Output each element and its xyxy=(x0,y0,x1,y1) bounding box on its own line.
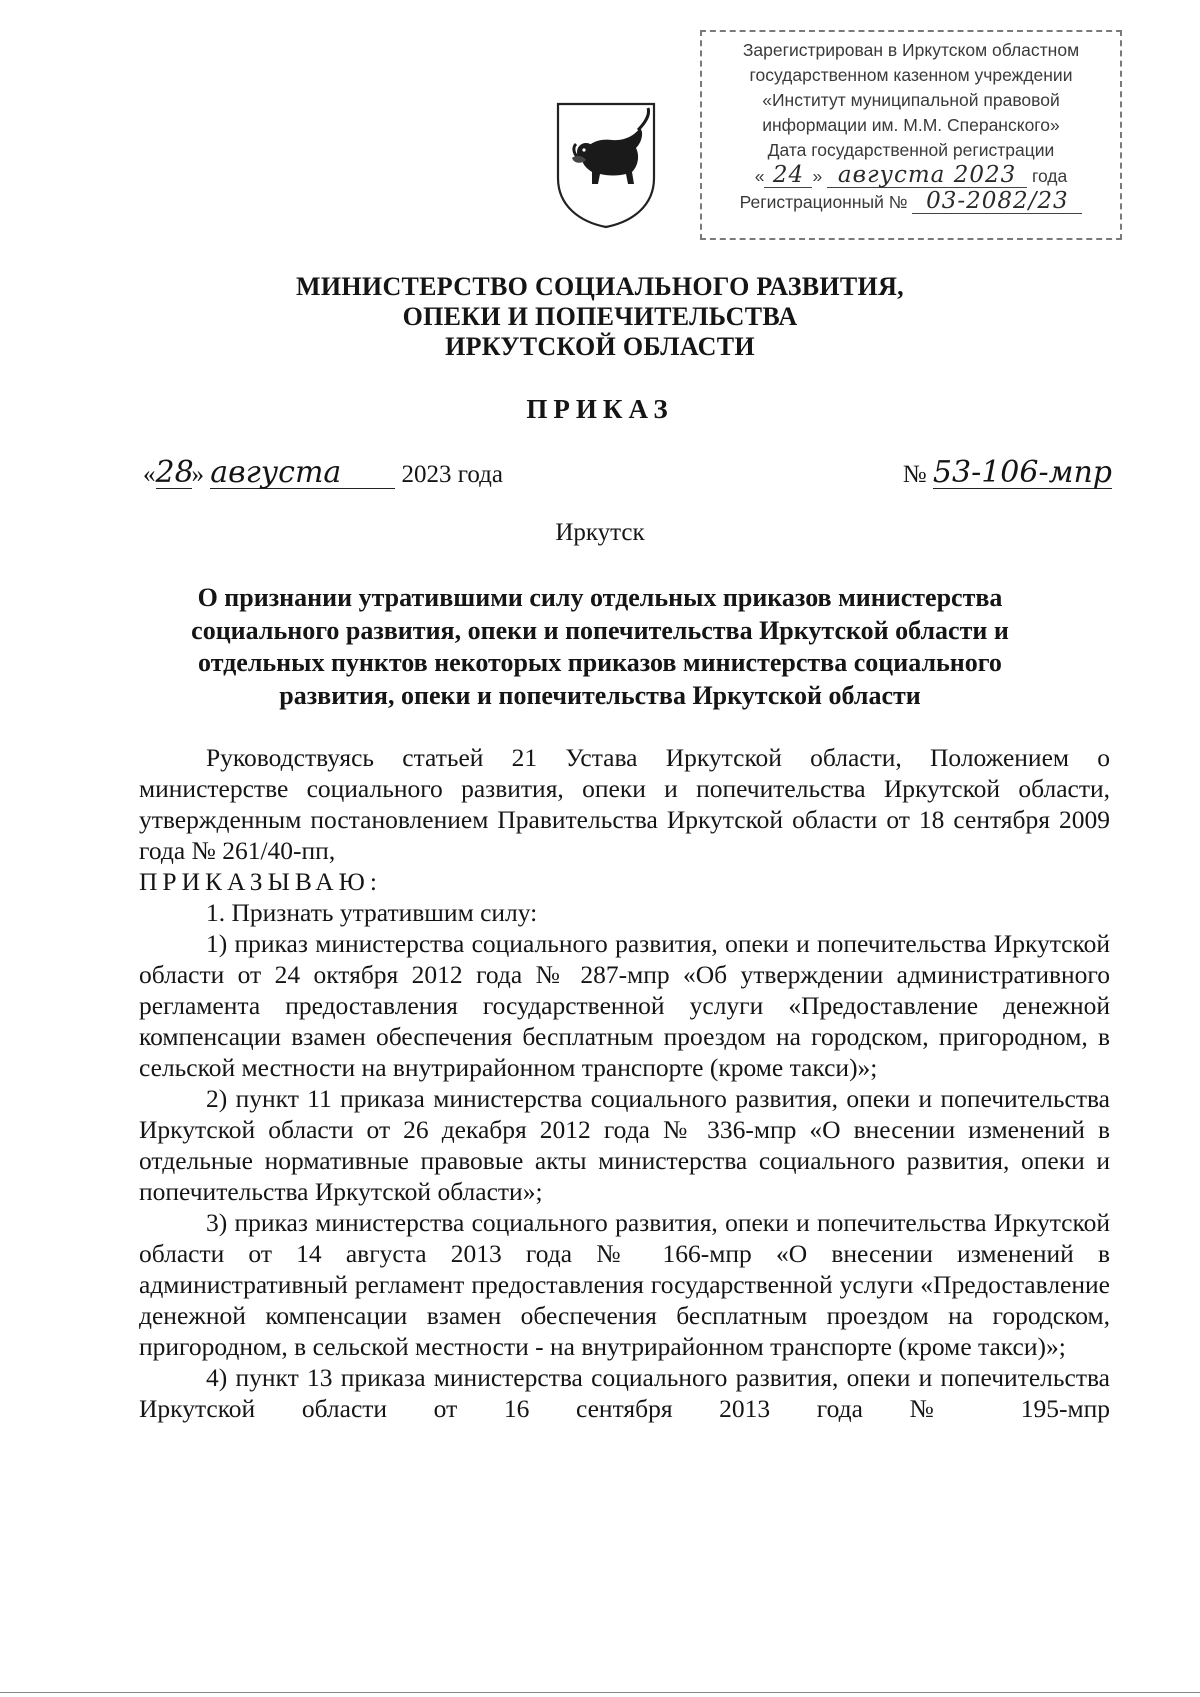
stamp-line: Зарегистрирован в Иркутском областном xyxy=(742,40,1080,60)
stamp-line: «Институт муниципальной правовой xyxy=(762,90,1060,110)
stamp-reg-number: 03-2082/23 xyxy=(912,189,1082,214)
order-date-day: 28 xyxy=(155,455,194,490)
preamble-paragraph: Руководствуясь статьей 21 Устава Иркутской области, Положением о министерстве социального развития, опеки и попечительства Иркутской области, утвержденным постановлением Правительства Иркутской области от 18 сентября 2009 года № 261/40-пп, xyxy=(139,743,1110,865)
order-number-value: 53-106-мпр xyxy=(932,455,1112,490)
stamp-line: государственном казенном учреждении xyxy=(749,65,1073,85)
ministry-name-line: МИНИСТЕРСТВО СОЦИАЛЬНОГО РАЗВИТИЯ, xyxy=(296,272,904,301)
stamp-date-day: 24 xyxy=(764,163,812,188)
ministry-name-line: ОПЕКИ И ПОПЕЧИТЕЛЬСТВА xyxy=(402,302,798,331)
city: Иркутск xyxy=(555,519,645,546)
order-subject: О признании утратившими силу отдельных приказов министерства социального развития, опеки и попечительства Иркутской области и отдельных пунктов некоторых приказов министерства социального развития, опеки и попечительства Иркутской области xyxy=(191,583,1009,710)
item-1: 1. Признать утратившим силу: xyxy=(206,898,538,927)
order-date-month: августа xyxy=(210,458,395,489)
order-date-year: 2023 года xyxy=(401,461,503,488)
ministry-name-line: ИРКУТСКОЙ ОБЛАСТИ xyxy=(445,332,755,361)
stamp-date-month-year: августа 2023 xyxy=(827,163,1027,188)
order-body xyxy=(139,742,1110,1424)
subitem-4: 4) пункт 13 приказа министерства социального развития, опеки и попечительства Иркутской области от 16 сентября 2013 года № 195-мпр xyxy=(139,1363,1110,1423)
subitem-3: 3) приказ министерства социального развития, опеки и попечительства Иркутской области от 14 августа 2013 года № 166-мпр «О внесении изменений в административный регламент предоставления государственной услуги «Предоставление денежной компенсации взамен обеспечения бесплатным проездом на городском, пригородном, в сельской местности - на внутрирайонном транспорте (кроме такси)»; xyxy=(139,1208,1110,1361)
orders-heading: ПРИКАЗЫВАЮ: xyxy=(139,867,382,896)
order-date: «28» августа 2023 года xyxy=(143,455,503,490)
order-number: № 53-106-мпр xyxy=(902,455,1112,490)
stamp-registration-number: Регистрационный № 03-2082/23 xyxy=(702,189,1120,215)
subitem-2: 2) пункт 11 приказа министерства социального развития, опеки и попечительства Иркутской области от 26 декабря 2012 года № 336-мпр «О внесении изменений в отдельные нормативные правовые акты министерства социального развития, опеки и попечительства Иркутской области»; xyxy=(139,1084,1110,1206)
coat-of-arms-icon xyxy=(554,100,658,230)
page-bottom-divider xyxy=(0,1692,1200,1693)
order-title: ПРИКАЗ xyxy=(526,394,674,424)
stamp-registration-date: « 24 » августа 2023 года xyxy=(754,162,1068,188)
registration-stamp xyxy=(700,30,1122,240)
subitem-1: 1) приказ министерства социального развития, опеки и попечительства Иркутской области от 24 октября 2012 года № 287-мпр «Об утверждении административного регламента предоставления государственной услуги «Предоставление денежной компенсации взамен обеспечения бесплатным проездом на городском, пригородном, в сельской местности на внутрирайонном транспорте (кроме такси)»; xyxy=(139,929,1110,1082)
stamp-line: информации им. М.М. Сперанского» xyxy=(762,115,1060,135)
stamp-line: Дата государственной регистрации xyxy=(767,140,1055,160)
